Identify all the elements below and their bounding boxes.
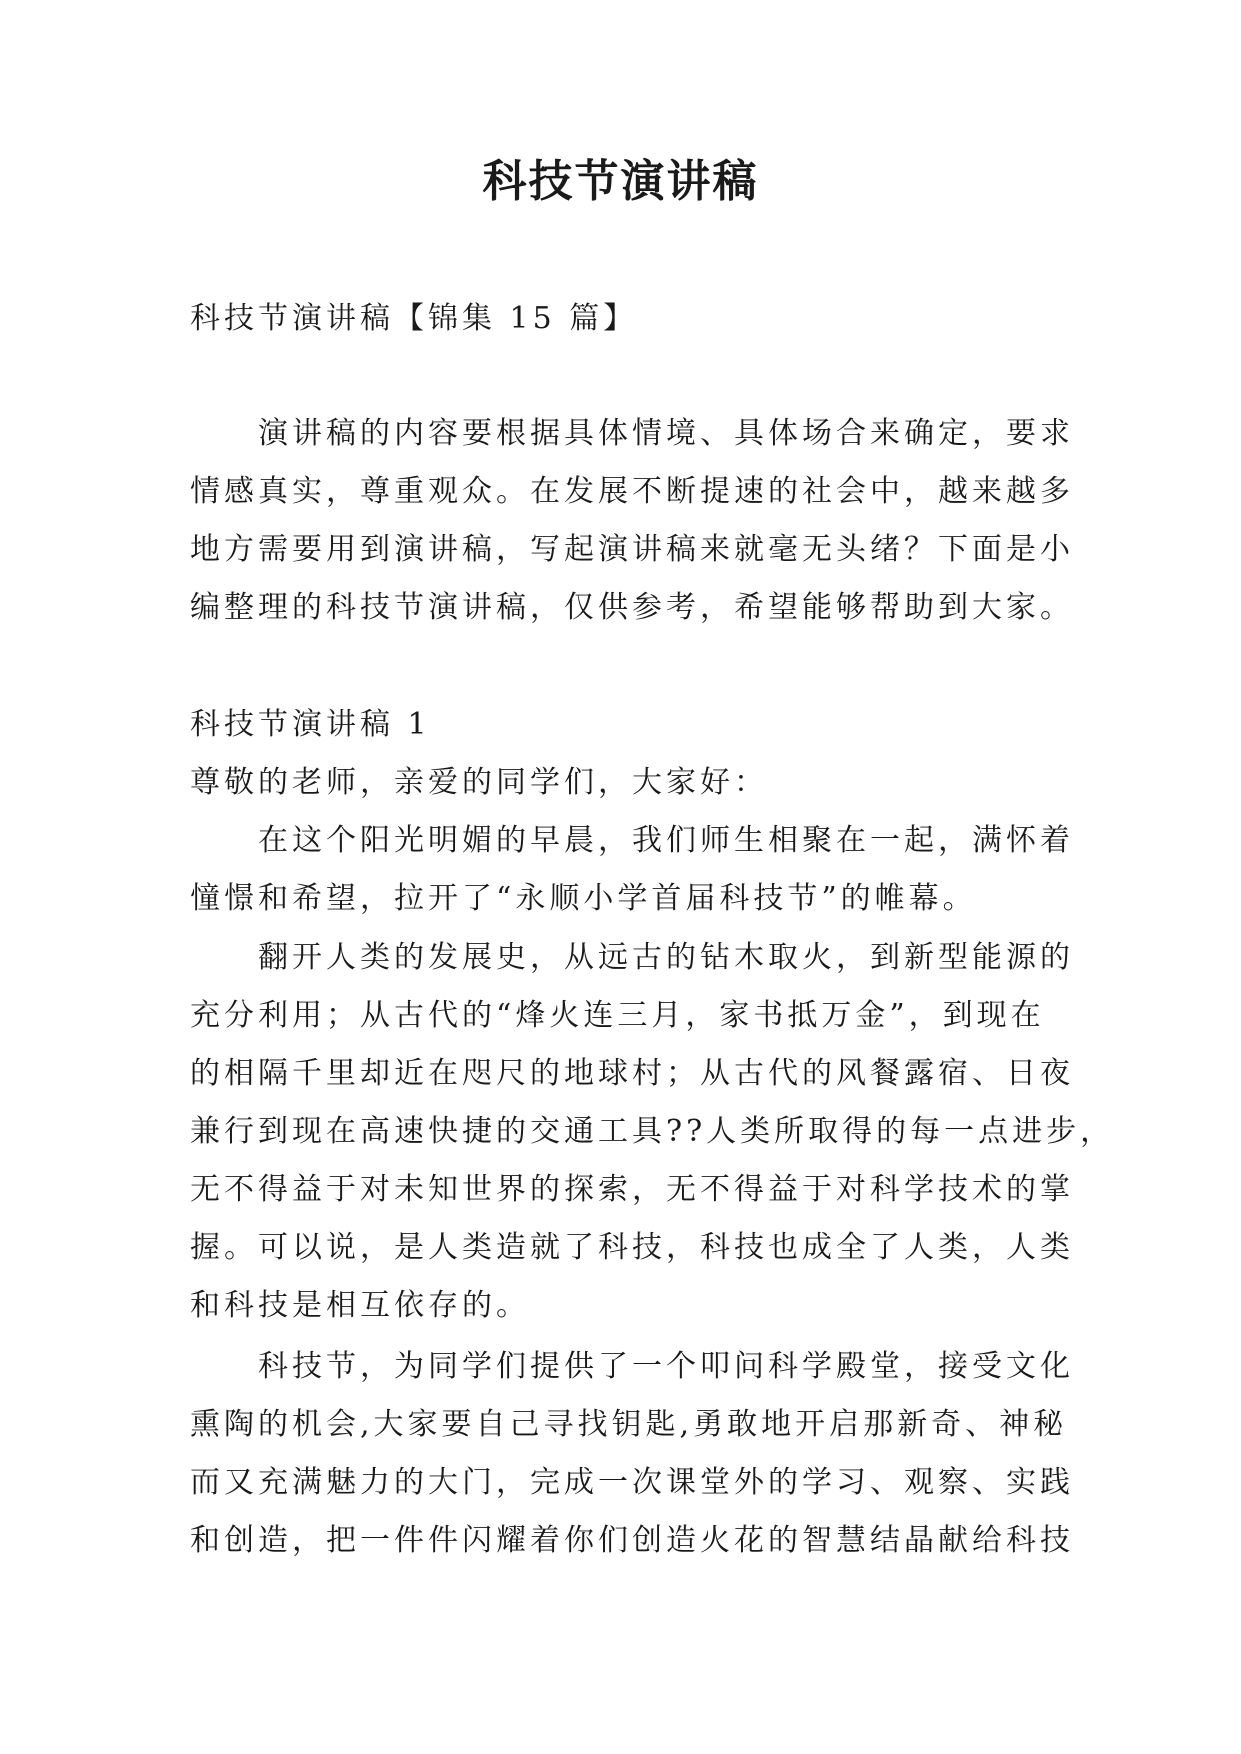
paragraph-line: 翻开人类的发展史，从远古的钻木取火，到新型能源的 xyxy=(258,940,1074,975)
paragraph-line: 的相隔千里却近在咫尺的地球村；从古代的风餐露宿、日夜 xyxy=(190,1056,1074,1091)
document-title: 科技节演讲稿 xyxy=(482,156,759,207)
intro-line: 情感真实，尊重观众。在发展不断提速的社会中，越来越多 xyxy=(190,474,1074,509)
paragraph-3 xyxy=(190,1338,1074,1570)
intro-line: 编整理的科技节演讲稿，仅供参考，希望能够帮助到大家。 xyxy=(190,590,1074,625)
paragraph-2 xyxy=(190,929,1115,1335)
paragraph-line: 在这个阳光明媚的早晨，我们师生相聚在一起，满怀着 xyxy=(258,823,1074,858)
intro-line: 地方需要用到演讲稿，写起演讲稿来就毫无头绪？下面是小 xyxy=(190,532,1074,567)
paragraph-line: 憧憬和希望，拉开了“永顺小学首届科技节”的帷幕。 xyxy=(190,881,977,916)
paragraph-line: 和创造，把一件件闪耀着你们创造火花的智慧结晶献给科技 xyxy=(190,1523,1074,1558)
paragraph-line: 兼行到现在高速快捷的交通工具??人类所取得的每一点进步， xyxy=(190,1114,1115,1149)
paragraph-line: 充分利用；从古代的“烽火连三月，家书抵万金”，到现在 xyxy=(190,998,1045,1033)
section-title: 科技节演讲稿 1 xyxy=(190,707,431,742)
paragraph-line: 无不得益于对未知世界的探索，无不得益于对科学技术的掌 xyxy=(190,1172,1074,1207)
paragraph-line: 科技节，为同学们提供了一个叩问科学殿堂，接受文化 xyxy=(258,1349,1074,1384)
intro-line: 演讲稿的内容要根据具体情境、具体场合来确定，要求 xyxy=(258,416,1074,451)
paragraph-line: 握。可以说，是人类造就了科技，科技也成全了人类，人类 xyxy=(190,1230,1074,1265)
paragraph-line: 和科技是相互依存的。 xyxy=(190,1288,530,1323)
document-subtitle: 科技节演讲稿【锦集 15 篇】 xyxy=(190,301,638,336)
intro-paragraph xyxy=(190,405,1074,637)
greeting: 尊敬的老师，亲爱的同学们，大家好： xyxy=(190,765,768,800)
paragraph-line: 熏陶的机会,大家要自己寻找钥匙,勇敢地开启那新奇、神秘 xyxy=(190,1407,1068,1442)
paragraph-line: 而又充满魅力的大门，完成一次课堂外的学习、观察、实践 xyxy=(190,1465,1074,1500)
paragraph-1 xyxy=(190,812,1074,928)
